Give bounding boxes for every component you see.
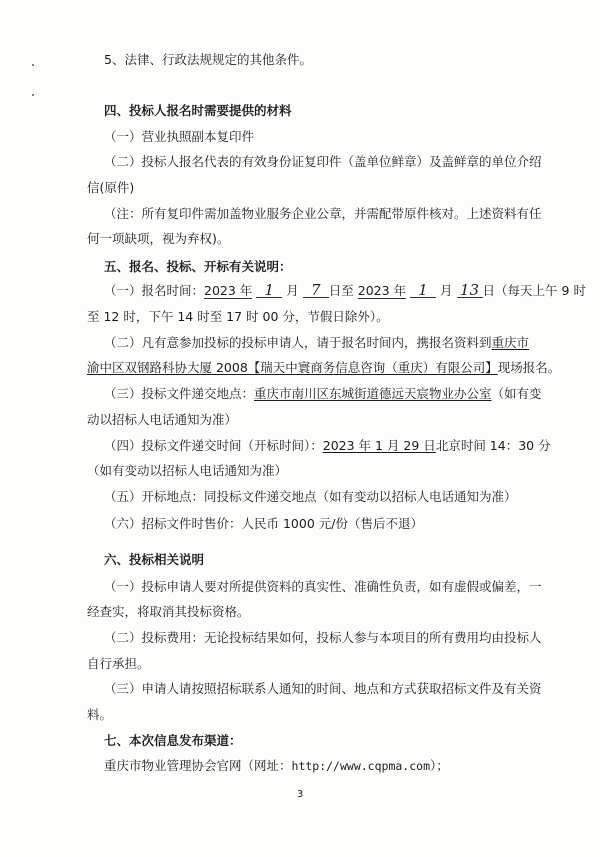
- opening-place: （五）开标地点：同投标文件递交地点（如有变动以招标人电话通知为准）: [104, 489, 517, 504]
- section-heading-4: 四、投标人报名时需要提供的材料: [104, 103, 292, 118]
- registration-start-month: 1: [256, 283, 282, 298]
- submission-date: 2023 年 1 月 29 日: [322, 438, 436, 453]
- publication-channel: [104, 758, 449, 774]
- registration-start-year: 2023 年: [204, 283, 253, 298]
- submission-place-cont: 动以招标人电话通知为准）: [87, 412, 238, 427]
- material-note: （注：所有复印件需加盖物业服务企业公章，并需配带原件核对。上述资料有任: [104, 206, 542, 221]
- document-price: （六）招标文件时售价：人民币 1000 元/份（售后不退）: [104, 516, 423, 531]
- registration-month-char: 月: [286, 283, 299, 298]
- registration-end-month: 1: [410, 283, 436, 298]
- registration-place-text: （二）凡有意参加投标的投标申请人，请于报名时间内，携报名资料到: [104, 335, 492, 350]
- scan-speck: [32, 94, 34, 96]
- registration-end-year: 2023 年: [357, 283, 407, 298]
- registration-time-line: [104, 283, 586, 299]
- scan-speck: [32, 64, 34, 66]
- material-item-2-cont: 信(原件): [87, 180, 135, 195]
- registration-time-cont: 至 12 时，下午 14 时至 17 时 00 分，节假日除外）。: [87, 309, 389, 324]
- section-heading-5: 五、报名、投标、开标有关说明：: [104, 259, 292, 274]
- registration-start-day: 7: [303, 283, 329, 298]
- registration-time-suffix: 日（每天上午 9 时: [482, 283, 586, 298]
- publication-channel-end: ）；: [430, 758, 449, 773]
- registration-time-label: （一）报名时间：: [104, 283, 205, 298]
- submission-place-line: [104, 386, 542, 402]
- publication-url[interactable]: http://www.cqpma.com: [291, 759, 430, 773]
- registration-address: 渝中区双钢路科协大厦 2008【瑞天中寰商务信息咨询（重庆）有限公司】: [87, 360, 498, 375]
- material-item-1: （一）营业执照副本复印件: [104, 129, 255, 144]
- bid-note-3-cont: 料。: [87, 707, 113, 722]
- section-heading-7: 七、本次信息发布渠道：: [104, 733, 242, 748]
- bid-note-2-cont: 自行承担。: [87, 656, 150, 671]
- condition-item-5: 5、法律、行政法规规定的其他条件。: [104, 52, 312, 67]
- registration-month-char-2: 月: [440, 283, 453, 298]
- submission-place-label: （三）投标文件递交地点：: [104, 386, 255, 401]
- bid-note-2: （二）投标费用：无论投标结果如何，投标人参与本项目的所有费用均由投标人: [104, 630, 542, 645]
- bid-note-1: （一）投标申请人要对所提供资料的真实性、准确性负责，如有虚假或偏差，一: [104, 579, 542, 594]
- submission-place-note: （如有变: [491, 386, 542, 401]
- submission-time-label: （四）投标文件递交时间（开标时间）：: [104, 438, 323, 453]
- registration-onsite: 现场报名。: [497, 360, 561, 375]
- submission-beijing-time: 北京时间 14：30 分: [435, 438, 551, 453]
- publication-channel-label: 重庆市物业管理协会官网（网址：: [104, 758, 292, 773]
- registration-place-cont: [87, 360, 560, 376]
- submission-time-line: [104, 438, 551, 454]
- registration-place-city: 重庆市: [491, 335, 530, 350]
- registration-place-line: [104, 335, 529, 351]
- bid-note-3: （三）申请人请按照招标联系人通知的时间、地点和方式获取招标文件及有关资: [104, 681, 542, 696]
- submission-place-address: 重庆市南川区东城街道德远天宸物业办公室: [254, 386, 492, 401]
- registration-end-day: 13: [457, 283, 483, 298]
- material-note-cont: 何一项缺项，视为弃权)。: [87, 231, 230, 246]
- page-number: 3: [296, 789, 304, 800]
- material-item-2: （二）投标人报名代表的有效身份证复印件（盖单位鲜章）及盖鲜章的单位介绍: [104, 154, 542, 169]
- registration-to-text: 日至: [328, 283, 354, 298]
- section-heading-6: 六、投标相关说明: [104, 552, 205, 567]
- bid-note-1-cont: 经查实，将取消其投标资格。: [87, 604, 250, 619]
- submission-time-cont: （如有变动以招标人电话通知为准）: [87, 463, 288, 478]
